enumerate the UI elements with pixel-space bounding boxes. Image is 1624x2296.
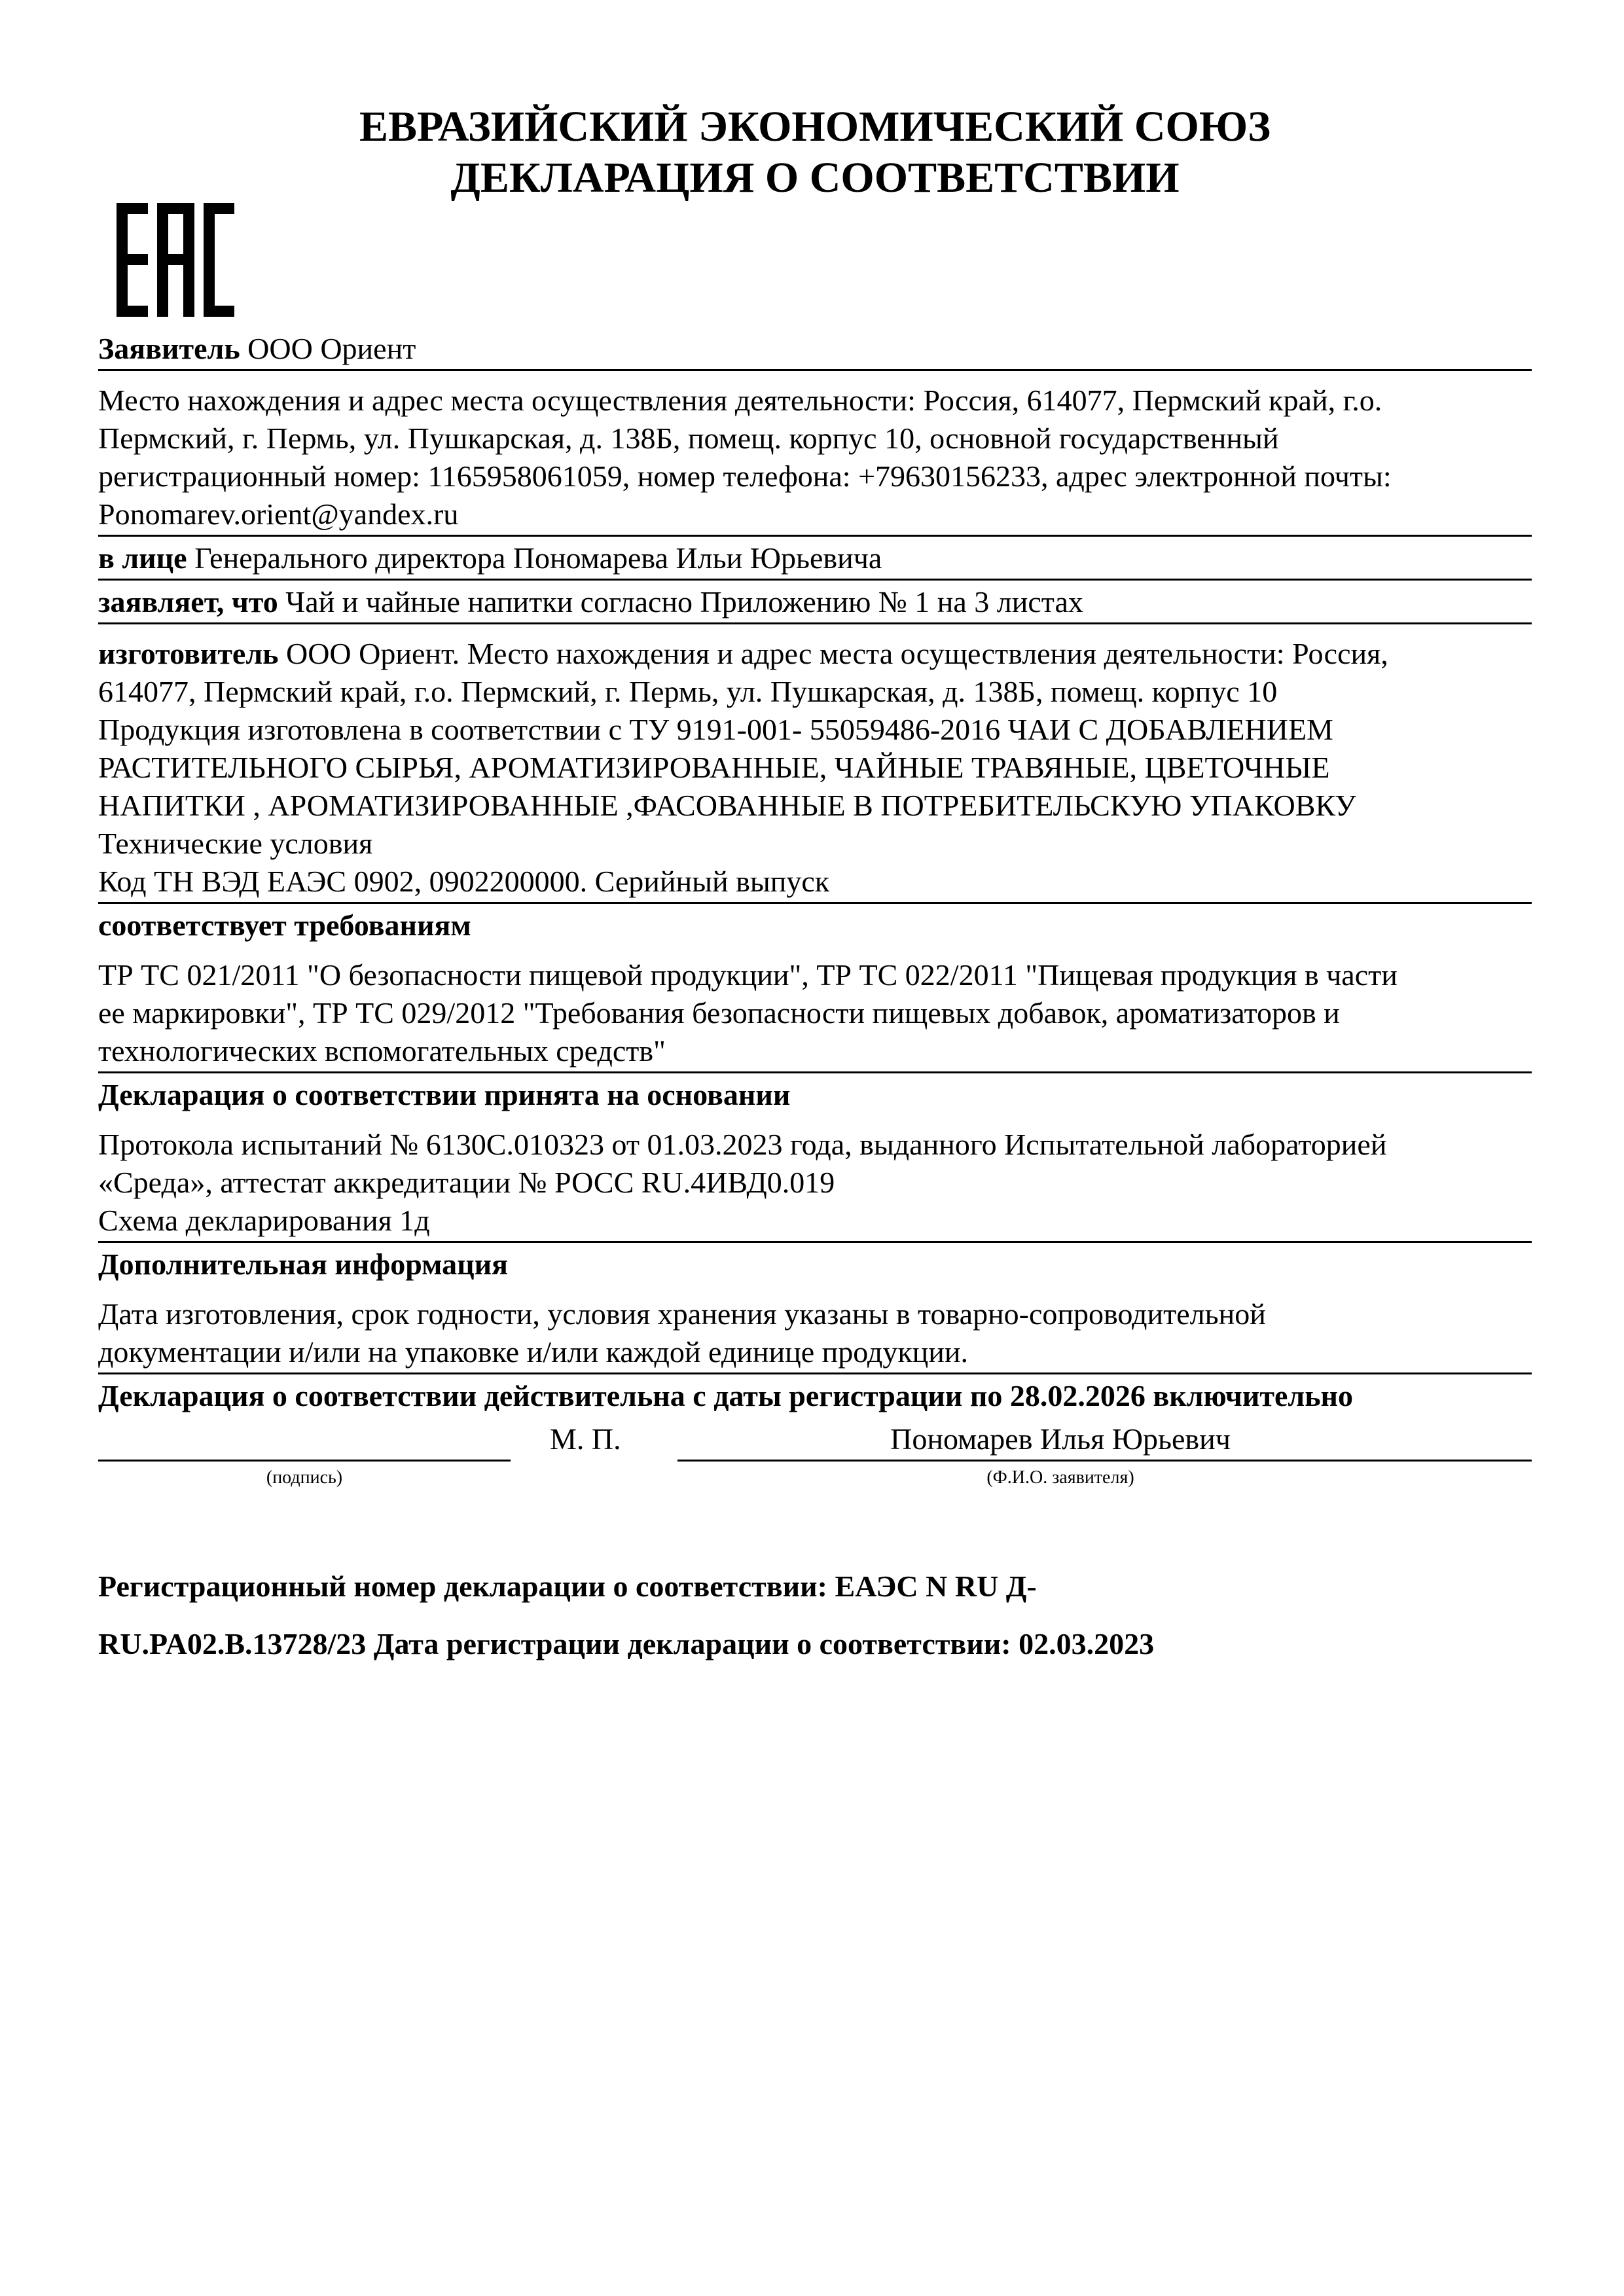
basis-label: Декларация о соответствии принята на основании xyxy=(98,1078,791,1111)
applicant-email: Ponomarev.orient@yandex.ru xyxy=(98,497,459,531)
name-line xyxy=(677,1460,1532,1462)
registration-number-line: Регистрационный номер декларации о соответствии: ЕАЭС N RU Д- xyxy=(98,1570,1037,1603)
requirements-line: технологических вспомогательных средств" xyxy=(98,1034,666,1067)
manufacturer-line: Продукция изготовлена в соответствии с ТУ 9191-001- 55059486-2016 ЧАИ С ДОБАВЛЕНИЕМ xyxy=(98,713,1333,746)
manufacturer-label: изготовитель xyxy=(98,637,279,670)
manufacturer-line: РАСТИТЕЛЬНОГО СЫРЬЯ, АРОМАТИЗИРОВАННЫЕ, ЧАЙНЫЕ ТРАВЯНЫЕ, ЦВЕТОЧНЫЕ xyxy=(98,751,1330,784)
requirements-label: соответствует требованиям xyxy=(98,908,471,942)
manufacturer-line: Код ТН ВЭД ЕАЭС 0902, 0902200000. Серийный выпуск xyxy=(98,865,830,898)
additional-label-row xyxy=(98,1243,1532,1285)
basis-line: «Среда», аттестат аккредитации № РОСС RU.4ИВД0.019 xyxy=(98,1166,835,1199)
additional-row xyxy=(98,1285,1532,1374)
manufacturer-line: 614077, Пермский край, г.о. Пермский, г. Пермь, ул. Пушкарская, д. 138Б, помещ. корпус 10 xyxy=(98,675,1278,708)
registration-date-line: RU.PA02.B.13728/23 Дата регистрации декларации о соответствии: 02.03.2023 xyxy=(98,1627,1155,1660)
represented-by-row xyxy=(98,537,1532,581)
basis-row xyxy=(98,1115,1532,1243)
header-declaration-title: ДЕКЛАРАЦИЯ О СООТВЕТСТВИИ xyxy=(450,154,1180,202)
additional-line: документации и/или на упаковке и/или каждой единице продукции. xyxy=(98,1335,969,1369)
applicant-address-line: Пермский, г. Пермь, ул. Пушкарская, д. 138Б, помещ. корпус 10, основной государственный xyxy=(98,422,1279,455)
declares-label: заявляет, что xyxy=(98,585,278,619)
manufacturer-row xyxy=(98,624,1532,904)
basis-line: Протокола испытаний № 6130С.010323 от 01.03.2023 года, выданного Испытательной лабораторией xyxy=(98,1128,1387,1161)
applicant-address-row xyxy=(98,371,1532,537)
declaration-body xyxy=(98,327,1532,1415)
signature-block xyxy=(98,1420,1532,1499)
applicant-row xyxy=(98,327,1532,371)
applicant-address-line: Место нахождения и адрес места осуществления деятельности: Россия, 614077, Пермский край, г.о. xyxy=(98,384,1382,417)
name-caption: (Ф.И.О. заявителя) xyxy=(986,1467,1134,1488)
signature-line xyxy=(98,1460,511,1462)
registration-block xyxy=(98,1568,1532,1663)
applicant-value: ООО Ориент xyxy=(247,332,416,365)
validity-statement: Декларация о соответствии действительна с даты регистрации по 28.02.2026 включительно xyxy=(98,1379,1354,1412)
declares-row xyxy=(98,581,1532,624)
seal-placeholder: М. П. xyxy=(550,1422,621,1456)
eac-mark-icon xyxy=(117,203,234,317)
declares-value: Чай и чайные напитки согласно Приложению № 1 на 3 листах xyxy=(285,585,1083,619)
manufacturer-line: Технические условия xyxy=(98,827,373,860)
requirements-label-row xyxy=(98,904,1532,946)
additional-line: Дата изготовления, срок годности, условия хранения указаны в товарно-сопроводительной xyxy=(98,1297,1266,1331)
basis-line: Схема декларирования 1д xyxy=(98,1204,430,1237)
applicant-address-line: регистрационный номер: 1165958061059, номер телефона: +79630156233, адрес электронной почты: xyxy=(98,459,1392,493)
additional-label: Дополнительная информация xyxy=(98,1247,509,1281)
manufacturer-line: НАПИТКИ , АРОМАТИЗИРОВАННЫЕ ,ФАСОВАННЫЕ В ПОТРЕБИТЕЛЬСКУЮ УПАКОВКУ xyxy=(98,789,1356,822)
represented-by-value: Генерального директора Пономарева Ильи Юрьевича xyxy=(194,541,882,575)
header-union-title: ЕВРАЗИЙСКИЙ ЭКОНОМИЧЕСКИЙ СОЮЗ xyxy=(359,103,1271,151)
basis-label-row xyxy=(98,1073,1532,1115)
signature-caption: (подпись) xyxy=(266,1467,343,1488)
declaration-page xyxy=(98,0,1532,1660)
requirements-row xyxy=(98,946,1532,1073)
signatory-name: Пономарев Илья Юрьевич xyxy=(890,1422,1231,1456)
requirements-line: ТР ТС 021/2011 "О безопасности пищевой продукции", ТР ТС 022/2011 "Пищевая продукция в части xyxy=(98,958,1398,992)
requirements-line: ее маркировки", ТР ТС 029/2012 "Требования безопасности пищевых добавок, ароматизаторов и xyxy=(98,996,1340,1030)
document-header xyxy=(98,0,1532,204)
applicant-label: Заявитель xyxy=(98,332,240,365)
represented-by-label: в лице xyxy=(98,541,187,575)
manufacturer-value: ООО Ориент. Место нахождения и адрес места осуществления деятельности: Россия, xyxy=(285,637,1388,670)
